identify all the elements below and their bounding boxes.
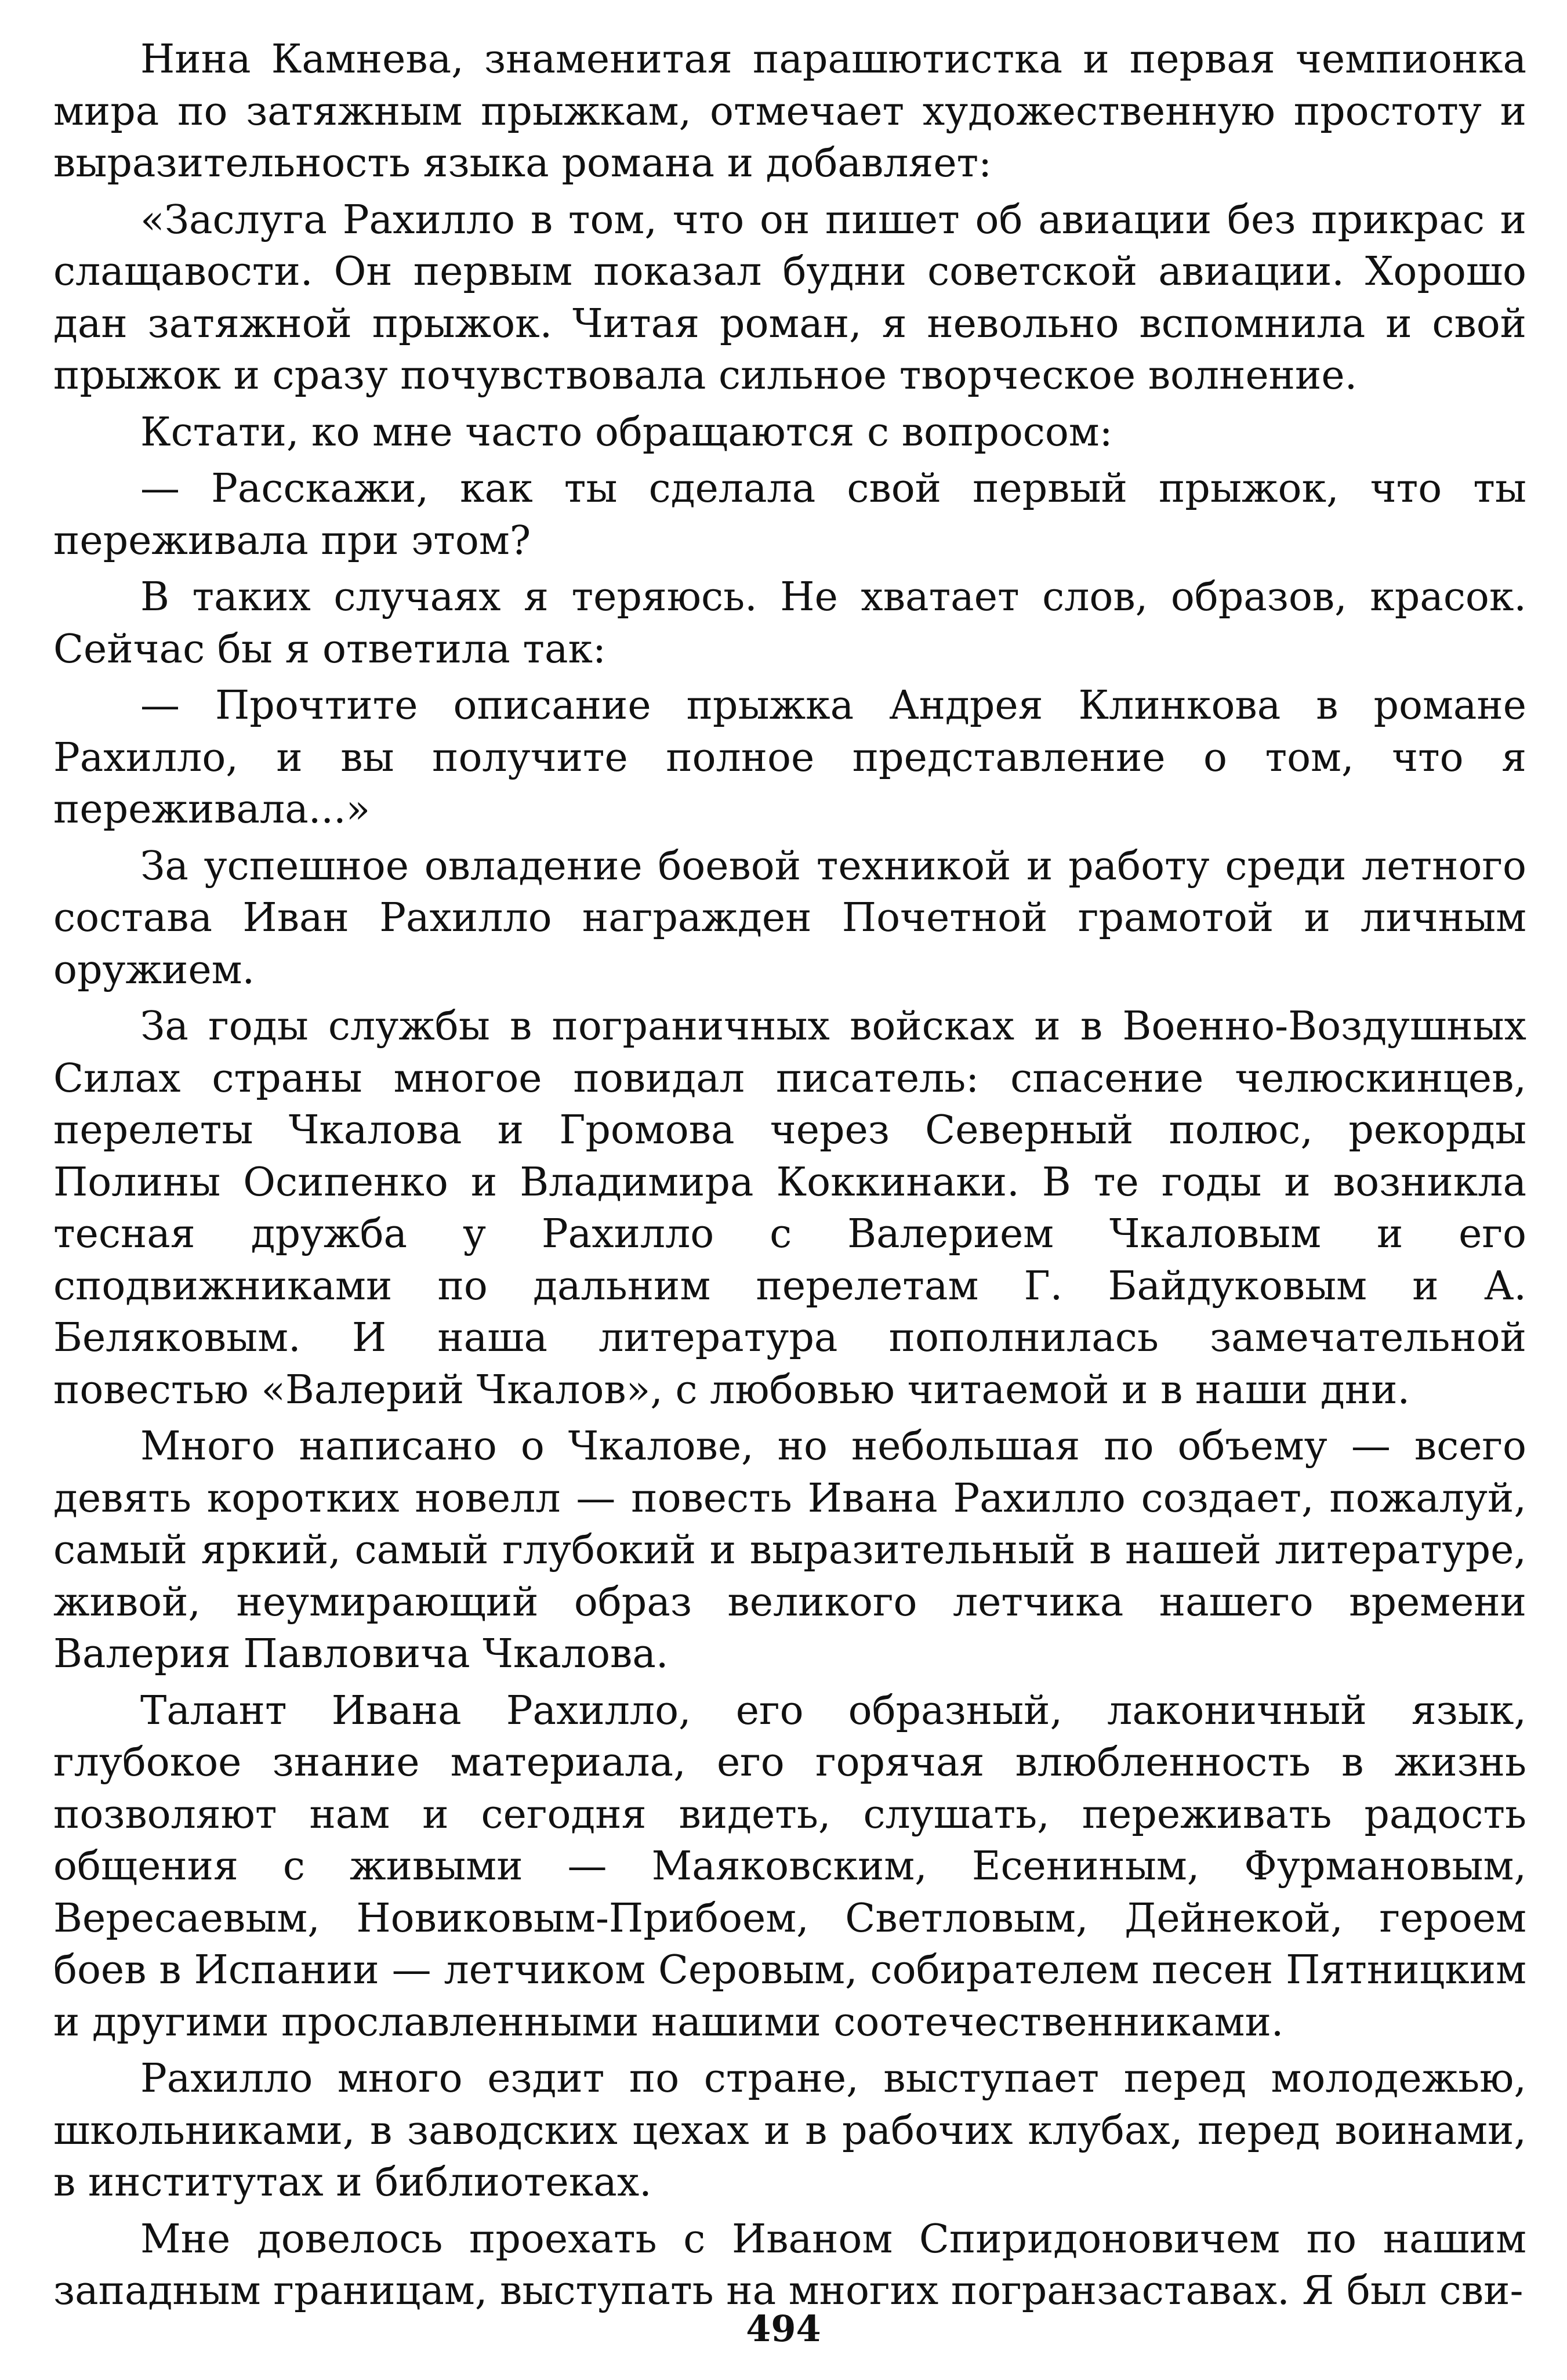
paragraph-8: За годы службы в пограничных войсках и в Военно-Воздушных Силах страны многое повидал писатель: спасение челюскинцев, перелеты Чкалова и Громова через Северный полюс, рекорды Полины Осипенко и Владимира Коккинаки. В те годы и возникла тесная дружба у Рахилло с Валерием Чкаловым и его сподвижниками по дальним перелетам Г. Байдуковым и А. Беляковым. И наша литература пополнилась замечательной повестью «Валерий Чкалов», с любовью читаемой и в наши дни. [53, 1004, 1526, 1413]
paragraph-1: Нина Камнева, знаменитая парашютистка и первая чемпионка мира по затяжным прыжкам, отмечает художественную простоту и выразительность языка романа и добавляет: [53, 37, 1526, 186]
paragraph-10: Талант Ивана Рахилло, его образный, лаконичный язык, глубокое знание материала, его горячая влюбленность в жизнь позволяют нам и сегодня видеть, слушать, переживать радость общения с живыми — Маяковским, Есениным, Фурмановым, Вересаевым, Новиковым-Прибоем, Светловым, Дейнекой, героем боев в Испании — летчиком Серовым, собирателем песен Пятницким и другими прославленными нашими соотечественниками. [53, 1687, 1526, 2045]
paragraph-3: Кстати, ко мне часто обращаются с вопросом: [140, 409, 1113, 455]
paragraph-2: «Заслуга Рахилло в том, что он пишет об авиации без прикрас и слащавости. Он первым показал будни советской авиации. Хорошо дан затяжной прыжок. Читая роман, я невольно вспомнила и свой прыжок и сразу почувствовала сильное творческое волнение. [53, 197, 1526, 399]
paragraph-4: — Расскажи, как ты сделала свой первый прыжок, что ты переживала при этом? [53, 466, 1526, 564]
body-text [53, 34, 1526, 2322]
paragraph-6: — Прочтите описание прыжка Андрея Клинкова в романе Рахилло, и вы получите полное представление о том, что я переживала...» [53, 683, 1526, 832]
paragraph-7: За успешное овладение боевой техникой и работу среди летного состава Иван Рахилло награжден Почетной грамотой и личным оружием. [53, 843, 1526, 993]
paragraph-5: В таких случаях я теряюсь. Не хватает слов, образов, красок. Сейчас бы я ответила так: [53, 574, 1526, 672]
paragraph-11: Рахилло много ездит по стране, выступает перед молодежью, школьниками, в заводских цехах и в рабочих клубах, перед воинами, в институтах и библиотеках. [53, 2056, 1526, 2205]
paragraph-12: Мне довелось проехать с Иваном Спиридоновичем по нашим западным границам, выступать на многих погранзаставах. Я был сви- [53, 2216, 1526, 2314]
page-number: 494 [746, 2307, 821, 2350]
paragraph-9: Много написано о Чкалове, но небольшая по объему — всего девять коротких новелл — повесть Ивана Рахилло создает, пожалуй, самый яркий, самый глубокий и выразительный в нашей литературе, живой, неумирающий образ великого летчика нашего времени Валерия Павловича Чкалова. [53, 1423, 1526, 1677]
